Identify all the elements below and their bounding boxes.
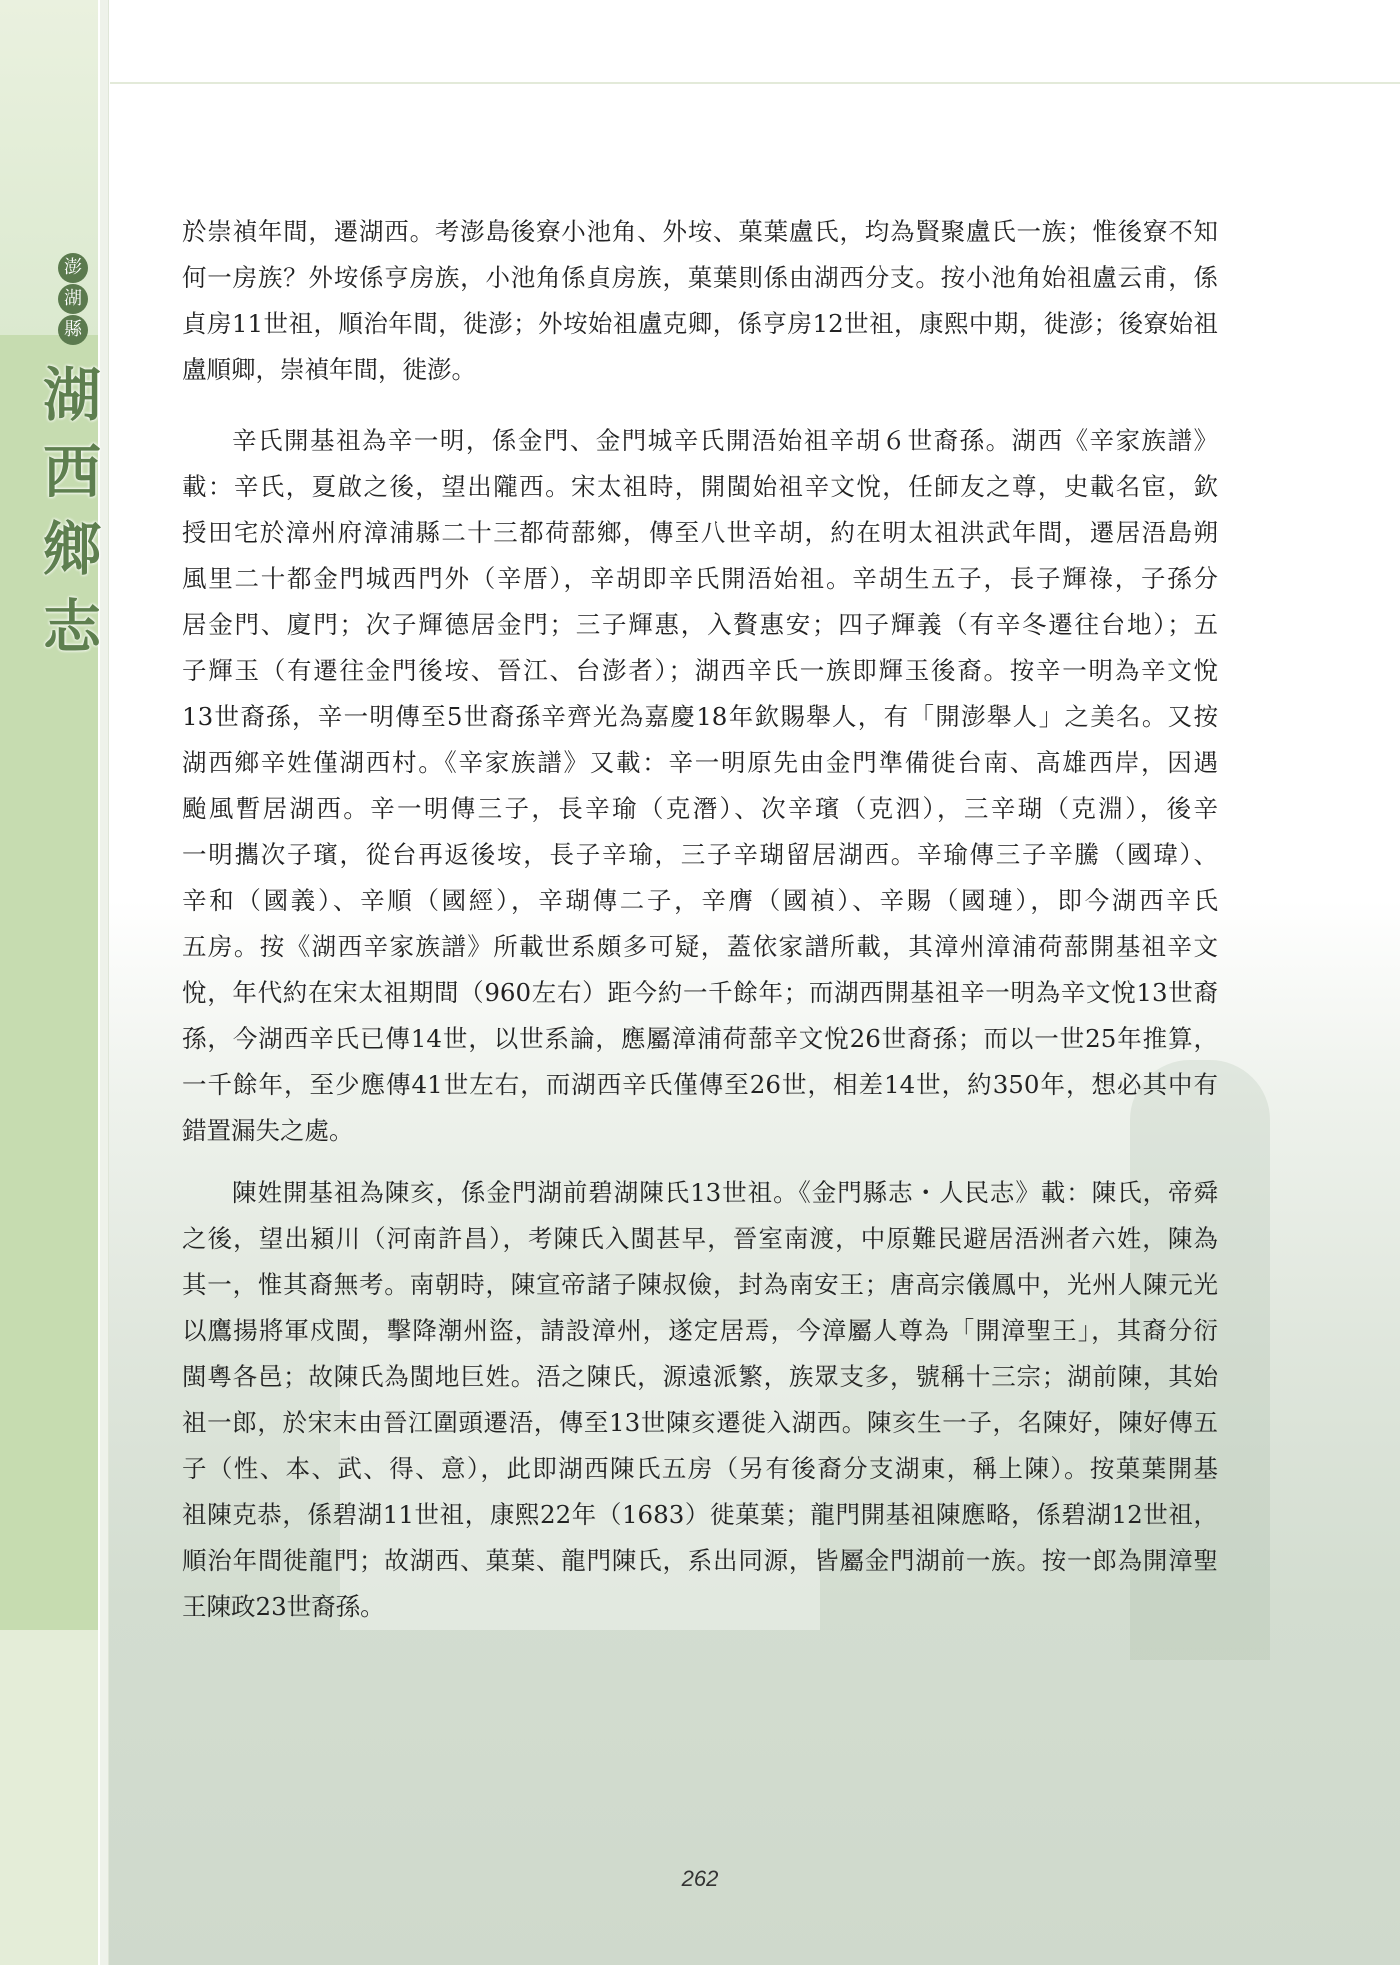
paragraph-2-line: 13世裔孫，辛一明傳至5世裔孫辛齊光為嘉慶18年欽賜舉人，有「開澎舉人」之美名。又按 bbox=[182, 702, 1218, 731]
book-title-char: 志 bbox=[42, 593, 101, 661]
paragraph-2-line: 五房。按《湖西辛家族譜》所載世系頗多可疑，蓋依家譜所載，其漳州漳浦荷蔀開基祖辛文 bbox=[182, 932, 1218, 961]
paragraph-2-line: 悅，年代約在宋太祖期間（960左右）距今約一千餘年；而湖西開基祖辛一明為辛文悅13世裔 bbox=[182, 978, 1218, 1007]
sidebar-bottom bbox=[0, 1630, 98, 1965]
paragraph-3-line: 王陳政23世裔孫。 bbox=[182, 1592, 385, 1621]
sidebar-divider bbox=[100, 0, 109, 1965]
paragraph-2-line: 辛和（國義）、辛順（國經），辛瑚傳二子，辛膺（國禎）、辛賜（國璉），即今湖西辛氏 bbox=[182, 886, 1218, 915]
paragraph-2-line: 居金門、廈門；次子輝德居金門；三子輝惠，入贅惠安；四子輝義（有辛冬遷往台地）；五 bbox=[182, 610, 1218, 639]
paragraph-2-line: 一明攜次子璸，從台再返後垵，長子辛瑜，三子辛瑚留居湖西。辛瑜傳三子辛騰（國瑋）、 bbox=[182, 840, 1218, 869]
paragraph-2-line: 孫，今湖西辛氏已傳14世，以世系論，應屬漳浦荷蔀辛文悅26世裔孫；而以一世25年推算， bbox=[182, 1024, 1218, 1053]
series-badge: 澎 bbox=[58, 253, 88, 283]
paragraph-2-line: 辛氏開基祖為辛一明，係金門、金門城辛氏開浯始祖辛胡６世裔孫。湖西《辛家族譜》 bbox=[232, 426, 1218, 455]
paragraph-3-line: 以鷹揚將軍戍閩，擊降潮州盜，請設漳州，遂定居焉，今漳屬人尊為「開漳聖王」，其裔分衍 bbox=[182, 1316, 1218, 1345]
paragraph-3-line: 子（性、本、武、得、意），此即湖西陳氏五房（另有後裔分支湖東，稱上陳）。按菓葉開基 bbox=[182, 1454, 1218, 1483]
paragraph-3-line: 陳姓開基祖為陳亥，係金門湖前碧湖陳氏13世祖。《金門縣志・人民志》載：陳氏，帝舜 bbox=[232, 1178, 1218, 1207]
paragraph-3-line: 祖一郎，於宋末由晉江圍頭遷浯，傳至13世陳亥遷徙入湖西。陳亥生一子，名陳好，陳好傳五 bbox=[182, 1408, 1218, 1437]
paragraph-2-line: 颱風暫居湖西。辛一明傳三子，長辛瑜（克潛）、次辛璸（克泗），三辛瑚（克淵），後辛 bbox=[182, 794, 1218, 823]
page-header-band bbox=[110, 0, 1400, 84]
book-title-char: 湖 bbox=[42, 361, 101, 429]
book-title-char: 鄉 bbox=[42, 515, 101, 583]
paragraph-2-line: 湖西鄉辛姓僅湖西村。《辛家族譜》又載：辛一明原先由金門準備徙台南、高雄西岸，因遇 bbox=[182, 748, 1218, 777]
paragraph-3-line: 順治年間徙龍門；故湖西、菓葉、龍門陳氏，系出同源，皆屬金門湖前一族。按一郎為開漳聖 bbox=[182, 1546, 1218, 1575]
paragraph-1-line: 盧順卿，崇禎年間，徙澎。 bbox=[182, 355, 476, 384]
paragraph-3-line: 閩粵各邑；故陳氏為閩地巨姓。浯之陳氏，源遠派繁，族眾支多，號稱十三宗；湖前陳，其始 bbox=[182, 1362, 1218, 1391]
paragraph-1-line: 於崇禎年間，遷湖西。考澎島後寮小池角、外垵、菓葉盧氏，均為賢聚盧氏一族；惟後寮不知 bbox=[182, 217, 1218, 246]
paragraph-2-line: 風里二十都金門城西門外（辛厝），辛胡即辛氏開浯始祖。辛胡生五子，長子輝祿，子孫分 bbox=[182, 564, 1218, 593]
page-number: 262 bbox=[681, 1866, 719, 1891]
paragraph-3-line: 祖陳克恭，係碧湖11世祖，康熙22年（1683）徙菓葉；龍門開基祖陳應略，係碧湖12世祖， bbox=[182, 1500, 1218, 1529]
series-badge: 湖 bbox=[58, 284, 88, 314]
sidebar-top bbox=[0, 0, 98, 335]
paragraph-1-line: 何一房族？外垵係亨房族，小池角係貞房族，菓葉則係由湖西分支。按小池角始祖盧云甫，係 bbox=[182, 263, 1218, 292]
paragraph-2-line: 授田宅於漳州府漳浦縣二十三都荷蔀鄉，傳至八世辛胡，約在明太祖洪武年間，遷居浯島朔 bbox=[182, 518, 1218, 547]
paragraph-1-line: 貞房11世祖，順治年間，徙澎；外垵始祖盧克卿，係亨房12世祖，康熙中期，徙澎；後寮始祖 bbox=[182, 309, 1218, 338]
paragraph-3-line: 之後，望出潁川（河南許昌），考陳氏入閩甚早，晉室南渡，中原難民避居浯洲者六姓，陳為 bbox=[182, 1224, 1218, 1253]
paragraph-2-line: 子輝玉（有遷往金門後垵、晉江、台澎者）；湖西辛氏一族即輝玉後裔。按辛一明為辛文悅 bbox=[182, 656, 1218, 685]
paragraph-2-line: 一千餘年，至少應傳41世左右，而湖西辛氏僅傳至26世，相差14世，約350年，想必其中有 bbox=[182, 1070, 1218, 1099]
book-title-char: 西 bbox=[42, 438, 101, 506]
series-badge: 縣 bbox=[58, 315, 88, 345]
paragraph-3-line: 其一，惟其裔無考。南朝時，陳宣帝諸子陳叔儉，封為南安王；唐高宗儀鳳中，光州人陳元光 bbox=[182, 1270, 1218, 1299]
paragraph-2-line: 載：辛氏，夏啟之後，望出隴西。宋太祖時，開閩始祖辛文悅，任師友之尊，史載名宦，欽 bbox=[182, 472, 1218, 501]
paragraph-2-line: 錯置漏失之處。 bbox=[182, 1116, 354, 1145]
